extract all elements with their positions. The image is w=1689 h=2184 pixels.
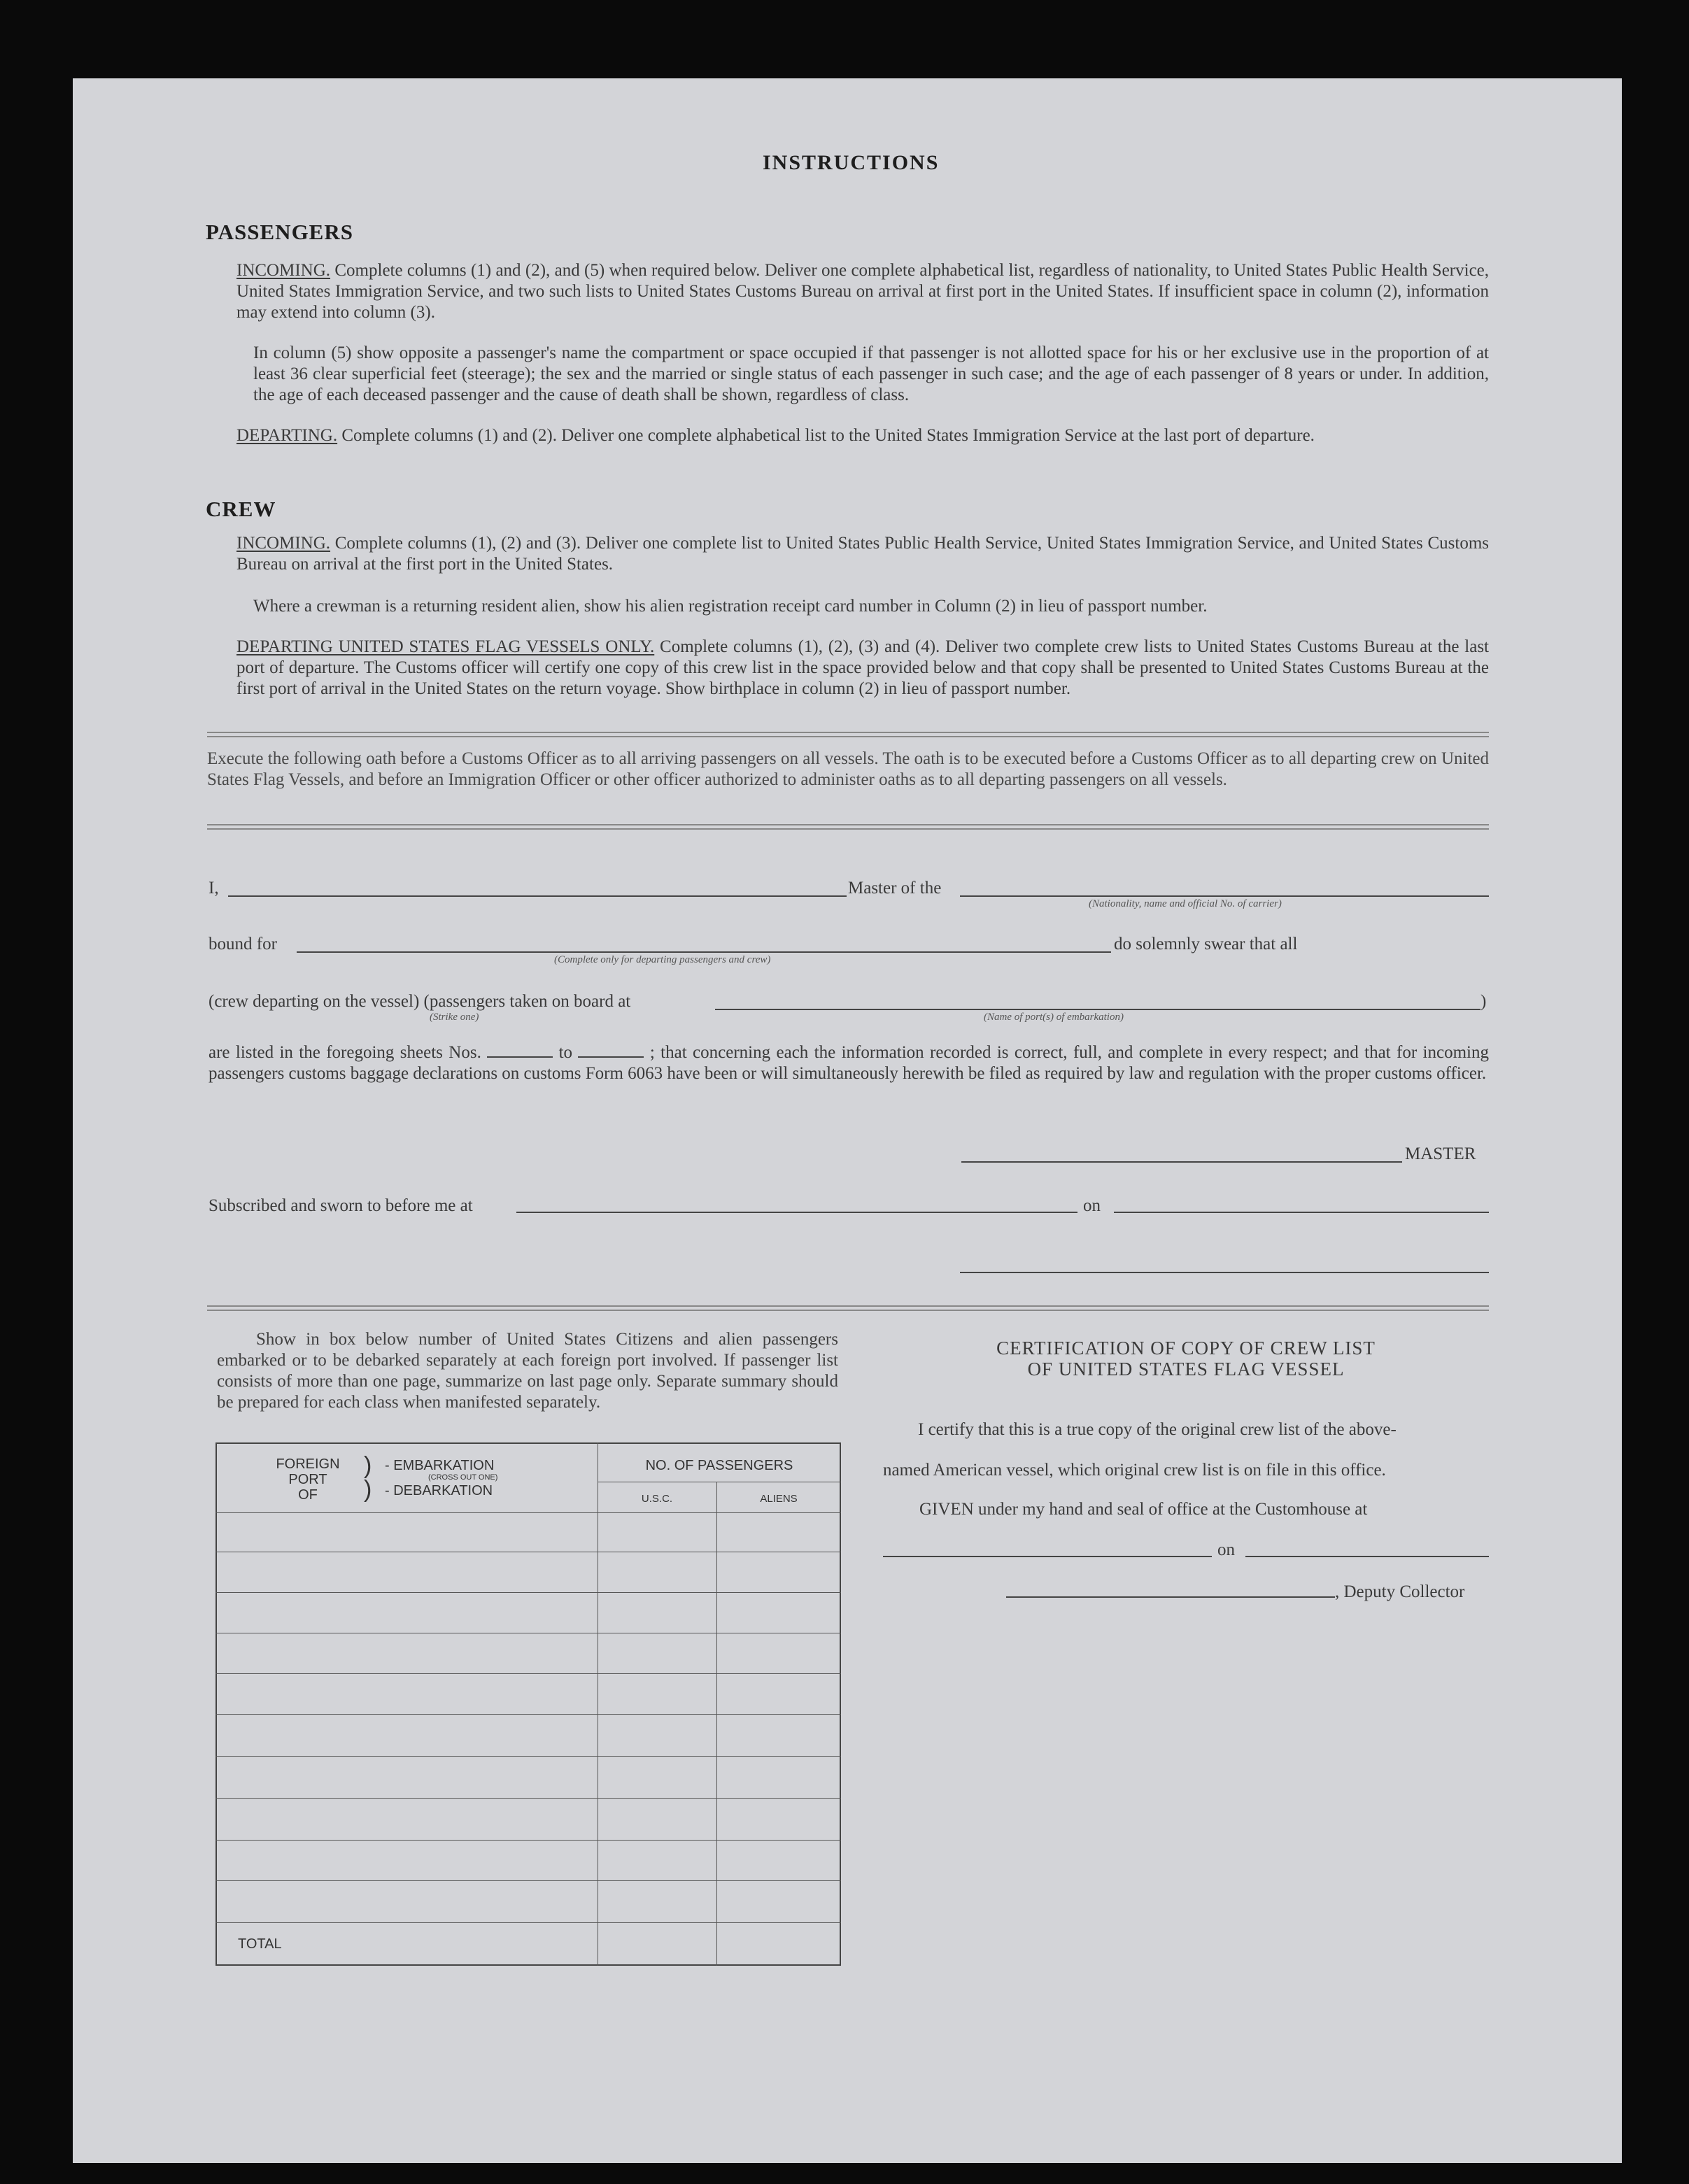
certify-line1: I certify that this is a true copy of the original crew list of the above- [918,1420,1397,1439]
deputy-collector-label: , Deputy Collector [1335,1582,1465,1601]
passengers-incoming-text: Complete columns (1) and (2), and (5) when required below. Deliver one complete alphabetical list, regardless of nationality, to United States Public Health Service, United States Immigration Service, and two such lists to United States Customs Bureau on arrival at first port in the United States. If insufficient space in column (2), information may extend into column (3). [236,261,1490,322]
carrier-field[interactable] [960,895,1489,897]
table-row-line [215,1922,841,1923]
crew-incoming-paragraph [236,533,1489,575]
listed-rest: ; that concerning each the information recorded is correct, full, and complete in every respect; and that for incoming passengers customs baggage declarations on customs Form 6063 have been or will simultaneously herewith be filed as required by law and regulation with the proper customs officer. [209,1043,1489,1083]
strike-caption: (Strike one) [430,1012,479,1023]
port-label: PORT [288,1472,327,1487]
divider [207,1305,1489,1311]
oath-listed-paragraph [209,1042,1489,1084]
table-col-divider [716,1482,717,1966]
table-row-line [215,1798,841,1799]
port-caption: (Name of port(s) of embarkation) [984,1012,1124,1023]
bound-for-label: bound for [209,935,277,953]
carrier-caption: (Nationality, name and official No. of carrier) [1089,898,1282,909]
subscribed-label: Subscribed and sworn to before me at [209,1196,473,1215]
crew-departing-label: (crew departing on the vessel) (passengers taken on board at [209,992,631,1011]
usc-header: U.S.C. [641,1493,673,1505]
bound-for-field[interactable] [297,951,1111,953]
passengers-heading: PASSENGERS [206,220,353,244]
officer-signature-field[interactable] [960,1272,1489,1273]
table-row-line [215,1714,841,1715]
cross-out-label: (CROSS OUT ONE) [428,1473,498,1482]
table-row-line [215,1673,841,1674]
oath-i-label: I, [209,879,219,898]
certification-on-label: on [1217,1540,1235,1559]
master-of-label: Master of the [848,879,942,898]
table-row-line [215,1592,841,1593]
no-of-passengers-header: NO. OF PASSENGERS [645,1458,793,1473]
passengers-departing-lead: DEPARTING. [236,426,338,445]
crew-incoming-text: Complete columns (1), (2) and (3). Deliver one complete list to United States Public Health Service, United States Immigration Service, and United States Customs Bureau on arrival at the first port in the United States. [236,534,1489,574]
customhouse-field[interactable] [883,1556,1212,1557]
oath-instructions-paragraph: Execute the following oath before a Customs Officer as to all arriving passengers on all vessels. The oath is to be executed before a Customs Officer as to all departing crew on United States Flag Vessels, and before an Immigration Officer or other officer authorized to administer oaths as to all departing passengers on all vessels. [207,749,1489,789]
summary-instructions: Show in box below number of United States Citizens and alien passengers embarked or to be debarked separately at each foreign port involved. If passenger list consists of more than one page, summarize on last page only. Separate summary should be prepared for each class when manifested separately. [217,1330,838,1412]
table-row-line [215,1840,841,1841]
table-row-line [215,1880,841,1881]
passengers-incoming-lead: INCOMING. [236,261,331,280]
crew-incoming-lead: INCOMING. [236,534,331,553]
swear-label: do solemnly swear that all [1114,935,1298,953]
bracket-glyph: ) ) [364,1452,372,1503]
master-name-field[interactable] [228,895,847,897]
divider [207,824,1489,830]
table-row-line [215,1756,841,1757]
certification-heading-line2: OF UNITED STATES FLAG VESSEL [1027,1359,1345,1380]
foreign-port-label [266,1456,350,1503]
certification-date-field[interactable] [1245,1556,1489,1557]
to-label: to [558,1043,573,1062]
embarkation-label: - EMBARKATION [385,1458,495,1473]
table-header-bottom [215,1512,841,1513]
subscribed-on-label: on [1083,1196,1101,1215]
port-embarkation-field[interactable] [715,1009,1480,1010]
passenger-summary-table [215,1442,841,1966]
foreign-label: FOREIGN [276,1456,340,1472]
crew-departing-lead: DEPARTING UNITED STATES FLAG VESSELS ONLY. [236,637,655,656]
listed-text: are listed in the foregoing sheets Nos. [209,1043,481,1062]
subscribed-date-field[interactable] [1114,1212,1489,1213]
crew-heading: CREW [206,497,276,521]
master-label: MASTER [1405,1144,1476,1163]
given-text: GIVEN under my hand and seal of office at the Customhouse at [919,1500,1368,1519]
subscribed-place-field[interactable] [516,1212,1077,1213]
total-label: TOTAL [238,1936,282,1952]
passengers-incoming-paragraph [236,260,1489,323]
master-signature-field[interactable] [961,1161,1402,1163]
certification-heading [883,1338,1489,1380]
divider [207,732,1489,737]
page-title: INSTRUCTIONS [763,151,940,174]
crew-resident-paragraph: Where a crewman is a returning resident alien, show his alien registration receipt card number in Column (2) in lieu of passport number. [253,597,1208,616]
passengers-departing-paragraph [236,425,1489,446]
sheet-from-field[interactable] [487,1044,553,1058]
crew-departing-text: Complete columns (1), (2), (3) and (4). Deliver two complete crew lists to United States Customs Bureau at the last port of departure. The Customs officer will certify one copy of this crew list in the space provided below and that copy shall be presented to United States Customs Bureau at the first port of arrival in the United States on the return voyage. Show birthplace in column (2) in lieu of passport number. [236,637,1489,698]
crew-departing-paragraph [236,637,1489,700]
certify-line2: named American vessel, which original crew list is on file in this office. [883,1461,1386,1480]
deputy-signature-field[interactable] [1006,1596,1335,1598]
close-paren: ) [1480,992,1487,1011]
passengers-column5-paragraph: In column (5) show opposite a passenger's name the compartment or space occupied if that passenger is not allotted space for his or her exclusive use in the proportion of at least 36 clear superficial feet (steerage); the sex and the married or single status of each passenger in such case; and the age of each passenger of 8 years or under. In addition, the age of each deceased passenger and the cause of death shall be shown, regardless of class. [253,343,1489,404]
aliens-header: ALIENS [760,1493,798,1505]
passengers-departing-text: Complete columns (1) and (2). Deliver one complete alphabetical list to the United States Immigration Service at the last port of departure. [341,426,1315,445]
debarkation-label: - DEBARKATION [385,1483,493,1498]
certification-heading-line1: CERTIFICATION OF COPY OF CREW LIST [996,1338,1376,1359]
bound-for-caption: (Complete only for departing passengers and crew) [554,954,771,965]
of-label: OF [298,1487,318,1503]
sheet-to-field[interactable] [578,1044,644,1058]
